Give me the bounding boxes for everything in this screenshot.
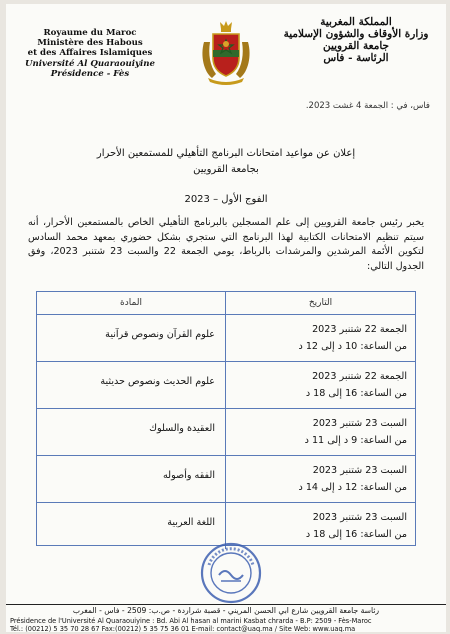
- announcement-title: إعلان عن مواعيد امتحانات البرنامج التأهيلي للمستمعين الأحرار: [96, 148, 356, 159]
- row-day: السبت 23 شتنبر 2023: [312, 465, 407, 476]
- row-subject: علوم الحديث ونصوص حديثية: [100, 376, 215, 387]
- announcement-body: يخبر رئيس جامعة القرويين إلى علم المسجلين بالبرنامج التأهيلي الخاص بالمستمعين الأحرار، أنه سيتم تنظيم الامتحانات الكتابية لهذا البرنامج التي ستجري بشكل حضوري بمعهد محمد السادس لتكوين الأئمة المرشدين والمرشدات بالرباط، يومي الجمعة 22 والسبت 23 شتنبر 2023، وفق الجدول التالي:: [28, 217, 424, 272]
- exam-schedule-table: [36, 291, 416, 546]
- row-time: من الساعة: 12 د إلى 14 د: [298, 482, 407, 493]
- row-subject: علوم القرآن ونصوص قرآنية: [105, 329, 215, 340]
- header-left-line4: Université Al Quaraouiyine: [24, 58, 156, 69]
- row-date-cell: [225, 315, 415, 361]
- header-left-line3: et des Affaires Islamiques: [27, 48, 153, 59]
- table-row: [37, 362, 415, 409]
- row-subject: الفقه وأصوله: [163, 470, 215, 481]
- row-time: من الساعة: 16 إلى 18 د: [305, 388, 407, 399]
- header-right-line3: جامعة القرويين: [322, 40, 390, 52]
- header-left-line1: Royaume du Maroc: [43, 28, 137, 38]
- university-stamp-icon: [199, 541, 263, 605]
- header-right-line2: وزارة الأوقاف والشؤون الإسلامية: [283, 28, 429, 40]
- header-subject: المادة: [120, 298, 142, 308]
- row-time: من الساعة: 16 إلى 18 د: [305, 529, 407, 540]
- document-page: [6, 4, 446, 632]
- document-date: فاس، في : الجمعة 4 غشت 2023.: [305, 101, 430, 111]
- row-day: السبت 23 شتنبر 2023: [312, 512, 407, 523]
- header-french: [20, 28, 160, 79]
- row-date-cell: [225, 456, 415, 502]
- table-row: [37, 315, 415, 362]
- footer: [6, 604, 446, 632]
- header-left-line2: Ministère des Habous: [37, 38, 143, 49]
- header-right-line1: المملكة المغربية: [320, 16, 392, 28]
- row-time: من الساعة: 10 د إلى 12 د: [298, 341, 407, 352]
- header-right-line4: الرئاسة - فاس: [323, 52, 389, 64]
- row-day: الجمعة 22 شتنبر 2023: [312, 324, 407, 335]
- row-date-cell: [225, 362, 415, 408]
- row-time: من الساعة: 9 د إلى 11 د: [304, 435, 407, 446]
- announcement-subtitle: بجامعة القرويين: [193, 164, 259, 175]
- row-subject: اللغة العربية: [167, 517, 215, 528]
- announcement-cohort: الفوج الأول – 2023: [184, 194, 268, 205]
- row-day: السبت 23 شتنبر 2023: [312, 418, 407, 429]
- table-header: [37, 292, 415, 315]
- row-subject: العقيدة والسلوك: [149, 423, 215, 434]
- header-arabic: [282, 16, 430, 64]
- footer-arabic-address: رئاسة جامعة القرويين شارع ابي الحسن المريني - قصبة شراردة - ص.ب: 2509 - فاس - المغرب: [72, 606, 380, 615]
- row-date-cell: [225, 409, 415, 455]
- header-left-line5: Présidence - Fès: [50, 68, 130, 79]
- row-day: الجمعة 22 شتنبر 2023: [312, 371, 407, 382]
- footer-contact: Tél.: (00212) 5 35 70 28 67 Fax:(00212) 5 35 75 36 01 E-mail: contact@uaq.ma / Site Web: www.uaq.ma: [10, 625, 356, 632]
- table-row: [37, 456, 415, 503]
- header-date: التاريخ: [225, 292, 415, 314]
- footer-french-address: Présidence de l'Université Al Quaraouiyine : Bd. Abi Al hasan al marini Kasbat chrarda - B.P: 2509 - Fès-Maroc: [10, 617, 372, 625]
- table-row: [37, 409, 415, 456]
- moroccan-coat-of-arms-icon: [198, 20, 254, 86]
